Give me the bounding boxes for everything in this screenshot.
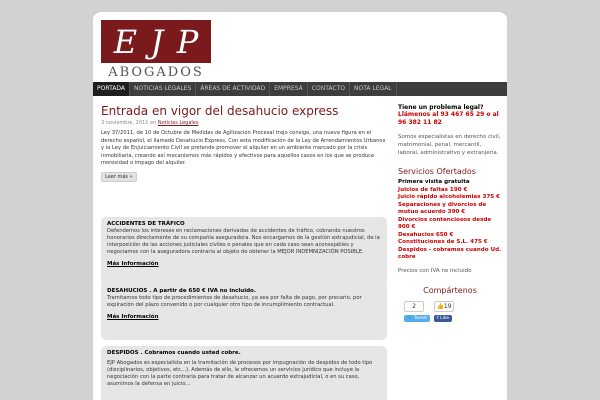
- post-meta-in: en: [150, 120, 157, 126]
- sidebar-problem-title: Tiene un problema legal?: [398, 104, 484, 111]
- service-box-despidos: [101, 346, 387, 400]
- service-item: Juicio rápido alcoholemias 375 €: [398, 194, 500, 200]
- service-box-desahucios: [101, 284, 387, 340]
- service-item: Primera visita gratuita: [398, 179, 470, 185]
- nav-item-areas[interactable]: ÁREAS DE ACTIVIDAD: [196, 82, 270, 96]
- box-body: Tramitamos todo tipo de procedimientos de desahucio, ya sea por falta de pago, por precario, por expiración del plazo convenido o por cualquier otro tipo de incumplimiento contractual.: [107, 295, 362, 308]
- post-category-link[interactable]: Noticias Legales: [157, 120, 199, 126]
- main-nav: [93, 82, 507, 96]
- nav-item-portada[interactable]: PORTADA: [93, 82, 130, 96]
- sidebar-phone[interactable]: Llámenos al 93 467 65 29 o al: [398, 111, 499, 118]
- logo-mark: [101, 20, 211, 63]
- service-item: Desahucios 650 €: [398, 231, 454, 238]
- main-content: [101, 104, 387, 387]
- share-counts: [404, 301, 502, 312]
- service-box-trafico: [101, 217, 387, 289]
- thumb-icon: 👍: [436, 302, 444, 310]
- facebook-icon: f: [437, 315, 441, 321]
- box-body: EJP Abogados es especialista en la tramitación de procesos por impugnación de despidos de todo tipo (disciplinarios, objetivos, etc...). Además de ello, le ofrecemos un servicios jurídico que incluye la negociación con la parte contraria para tratar de alcanzar un acuerdo extrajudicial, o en su caso, asumimos la defensa en juicio…: [107, 360, 373, 387]
- sidebar-phone[interactable]: 96 382 11 82: [398, 119, 442, 126]
- box-title: DESPIDOS . Cobramos cuando usted cobre.: [107, 350, 241, 356]
- read-more-button[interactable]: Leer más »: [101, 172, 137, 182]
- post-date: 3 noviembre, 2011: [101, 120, 149, 126]
- more-info-link[interactable]: Más Información: [107, 261, 159, 267]
- site-logo[interactable]: [101, 20, 211, 80]
- price-note: Precios con IVA no incluido: [398, 267, 472, 274]
- more-info-link[interactable]: Más Información: [107, 314, 159, 320]
- sidebar: [398, 104, 502, 322]
- share-heading: Compártenos: [423, 285, 477, 295]
- like-button[interactable]: f Like: [434, 315, 452, 322]
- services-heading: Servicios Ofertados: [398, 167, 476, 176]
- sidebar-intro: Somos especialistas en derecho civil, matrimonial, penal, mercantil, laboral, administrativo y extranjería.: [398, 134, 501, 156]
- logo-name: ABOGADOS: [108, 65, 204, 80]
- service-item: Despidos - cobramos cuando Ud. cobre: [398, 246, 502, 260]
- logo-letter: J: [150, 22, 164, 61]
- service-item: Constituciones de S.L. 475 €: [398, 239, 488, 245]
- nav-item-contacto[interactable]: CONTACTO: [308, 82, 350, 96]
- post-excerpt: Ley 37/2011, de 10 de Octubre de Medidas de Agilización Procesal trajo consigo, una nueva figura en el derecho español, el llamado Desahucio Express. Con esta modificación de la Ley de Arrendamientos Urbanos y la Ley de Enjuiciamiento Civil se pretende promover el alquiler en un ambiente marcado por la crisis inmobiliaria, creando así mecanismos más rápidos y efectivos para aquellos casos en los que se produce morosidad o impago del alquiler.: [101, 130, 386, 166]
- page-container: [93, 12, 507, 400]
- share-count: 2: [404, 301, 424, 312]
- service-item: Separaciones y divorcios de mutuo acuerdo 390 €: [398, 201, 487, 215]
- tweet-button[interactable]: 🐦 Tweet: [404, 315, 430, 322]
- share-buttons: [404, 315, 502, 322]
- post-title[interactable]: Entrada en vigor del desahucio express: [101, 104, 339, 118]
- nav-item-nota-legal[interactable]: NOTA LEGAL: [350, 82, 397, 96]
- box-body: Defendemos los intereses en reclamaciones derivadas de accidentes de tráfico, cobrando nuestros honorarios directamente de su compañía aseguradora. Nos encargamos de la gestión extrajudicial, de la interposición de las acciones judiciales civiles o penales que en cada caso sean aconsejables y negociamos con la aseguradora contraria al objeto de obtener la MEJOR INDEMNIZACIÓN POSIBLE.: [107, 228, 380, 255]
- box-title: ACCIDENTES DE TRÁFICO: [107, 221, 185, 227]
- nav-item-noticias[interactable]: NOTICIAS LEGALES: [130, 82, 196, 96]
- logo-letter: E: [113, 22, 138, 61]
- service-item: Divorcios contenciosos desde 900 €: [398, 216, 492, 230]
- header: [93, 12, 507, 82]
- post-meta: [101, 120, 387, 126]
- service-item: Juicios de faltas 190 €: [398, 186, 468, 193]
- logo-letter: P: [176, 22, 199, 61]
- box-title: DESAHUCIOS . A partir de 650 € IVA no incluido.: [107, 288, 256, 294]
- nav-item-empresa[interactable]: EMPRESA: [270, 82, 308, 96]
- like-count: 👍19: [434, 301, 454, 312]
- services-list: [398, 179, 502, 262]
- twitter-icon: 🐦: [407, 315, 415, 321]
